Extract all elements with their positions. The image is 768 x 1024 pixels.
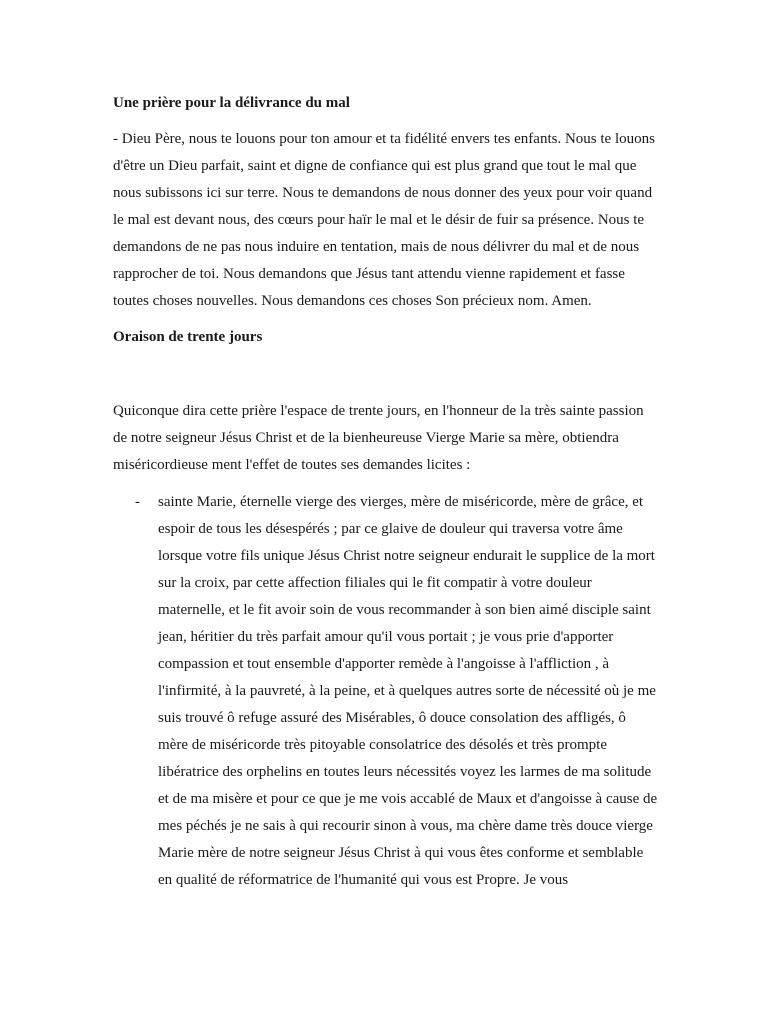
section-heading-oraison: Oraison de trente jours — [113, 329, 263, 345]
prayer-list — [113, 489, 658, 894]
intro-paragraph: Quiconque dira cette prière l'espace de trente jours, en l'honneur de la très sainte passion de notre seigneur Jésus Christ et de la bienheureuse Vierge Marie sa mère, obtiendra miséricordieuse ment l'effet de toutes ses demandes licites : — [113, 403, 644, 473]
section-heading-delivrance: Une prière pour la délivrance du mal — [113, 95, 350, 111]
document-body — [113, 90, 658, 894]
list-item — [113, 489, 658, 894]
prayer-paragraph: - Dieu Père, nous te louons pour ton amour et ta fidélité envers tes enfants. Nous te louons d'être un Dieu parfait, saint et digne de confiance qui est plus grand que tout le mal que nous subissons ici sur terre. Nous te demandons de nous donner des yeux pour voir quand le mal est devant nous, des cœurs pour haïr le mal et le désir de fuir sa présence. Nous te demandons de ne pas nous induire en tentation, mais de nous délivrer du mal et de nous rapprocher de toi. Nous demandons que Jésus tant attendu vienne rapidement et fasse toutes choses nouvelles. Nous demandons ces choses Son précieux nom. Amen. — [113, 131, 655, 309]
list-bullet: - — [135, 494, 140, 510]
list-item-text: sainte Marie, éternelle vierge des vierges, mère de miséricorde, mère de grâce, et espoir de tous les désespérés ; par ce glaive de douleur qui traversa votre âme lorsque votre fils unique Jésus Christ notre seigneur endurait le supplice de la mort sur la croix, par cette affection filiales qui le fit compatir à votre douleur maternelle, et le fit avoir soin de vous recommander à son bien aimé disciple saint jean, héritier du très parfait amour qu'il vous portait ; je vous prie d'apporter compassion et tout ensemble d'apporter remède à l'angoisse à l'affliction , à l'infirmité, à la pauvreté, à la peine, et à quelques autres sorte de nécessité où je me suis trouvé ô refuge assuré des Misérables, ô douce consolation des affligés, ô mère de miséricorde très pitoyable consolatrice des désolés et très prompte libératrice des orphelins en toutes leurs nécessités voyez les larmes de ma solitude et de ma misère et pour ce que je me vois accablé de Maux et d'angoisse à cause de mes péchés je ne sais à qui recourir sinon à vous, ma chère dame très douce vierge Marie mère de notre seigneur Jésus Christ à qui vous êtes conforme et semblable en qualité de réformatrice de l'humanité qui vous est Propre. Je vous — [158, 494, 658, 888]
